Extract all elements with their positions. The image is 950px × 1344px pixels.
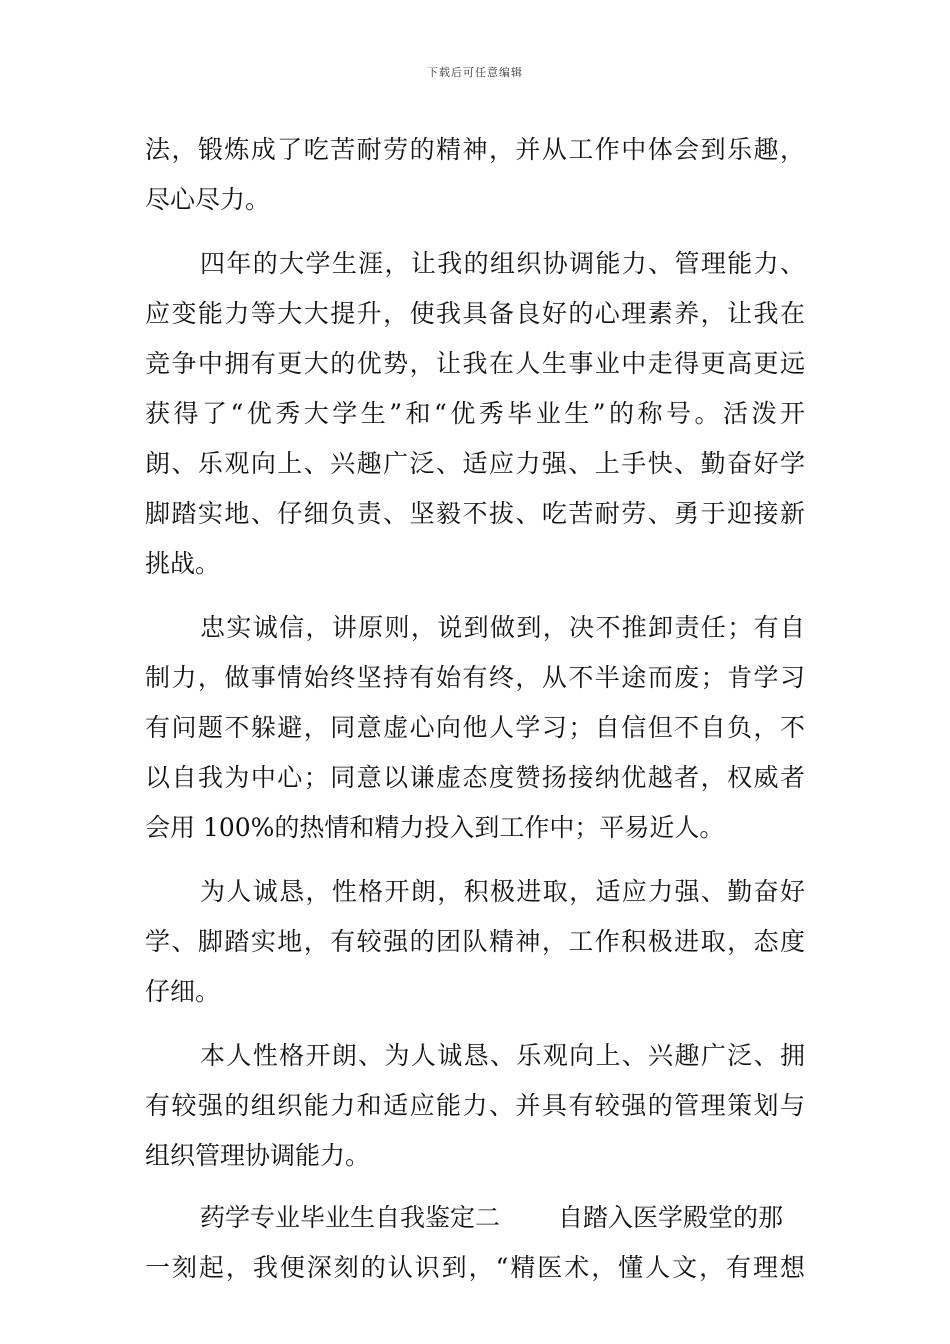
section-heading-line <box>200 1198 805 1238</box>
text-line: 脚踏实地、仔细负责、坚毅不拔、吃苦耐劳、勇于迎接新 <box>145 499 805 528</box>
page-header: 下载后可任意编辑 <box>427 66 523 79</box>
text-line: 为人诚恳，性格开朗，积极进取，适应力强、勤奋好 <box>200 877 805 906</box>
text-line: 制力，做事情始终坚持有始有终，从不半途而废；肯学习 <box>145 663 805 692</box>
text-line: 有问题不躲避，同意虚心向他人学习；自信但不自负，不 <box>145 713 805 742</box>
text-line: 应变能力等大大提升，使我具备良好的心理素养，让我在 <box>145 299 805 328</box>
text-line: 尽心尽力。 <box>145 185 271 214</box>
text-line: 仔细。 <box>145 977 221 1006</box>
text-line: 会用 100%的热情和精力投入到工作中；平易近人。 <box>145 813 725 842</box>
text-line: 法，锻炼成了吃苦耐劳的精神，并从工作中体会到乐趣， <box>145 135 805 164</box>
text-line: 组织管理协调能力。 <box>145 1141 371 1170</box>
text-line: 挑战。 <box>145 549 221 578</box>
section-heading: 药学专业毕业生自我鉴定二 <box>200 1203 501 1232</box>
text-line: 学、脚踏实地，有较强的团队精神，工作积极进取，态度 <box>145 927 805 956</box>
text-line: 竞争中拥有更大的优势，让我在人生事业中走得更高更远 <box>145 349 805 378</box>
text-line: 本人性格开朗、为人诚恳、乐观向上、兴趣广泛、拥 <box>200 1041 805 1070</box>
text-line: 有较强的组织能力和适应能力、并具有较强的管理策划与 <box>145 1091 805 1120</box>
text-line: 以自我为中心；同意以谦虚态度赞扬接纳优越者，权威者 <box>145 763 805 792</box>
text-line: 四年的大学生涯，让我的组织协调能力、管理能力、 <box>200 249 805 278</box>
text-line: 朗、乐观向上、兴趣广泛、适应力强、上手快、勤奋好学 <box>145 449 805 478</box>
section-first-text: 自踏入医学殿堂的那 <box>558 1203 784 1232</box>
text-line: 忠实诚信，讲原则，说到做到，决不推卸责任；有自 <box>200 613 805 642</box>
text-line: 一刻起，我便深刻的认识到，“精医术，懂人文，有理想 <box>145 1253 805 1282</box>
text-line: 获得了“优秀大学生”和“优秀毕业生”的称号。活泼开 <box>145 399 805 428</box>
